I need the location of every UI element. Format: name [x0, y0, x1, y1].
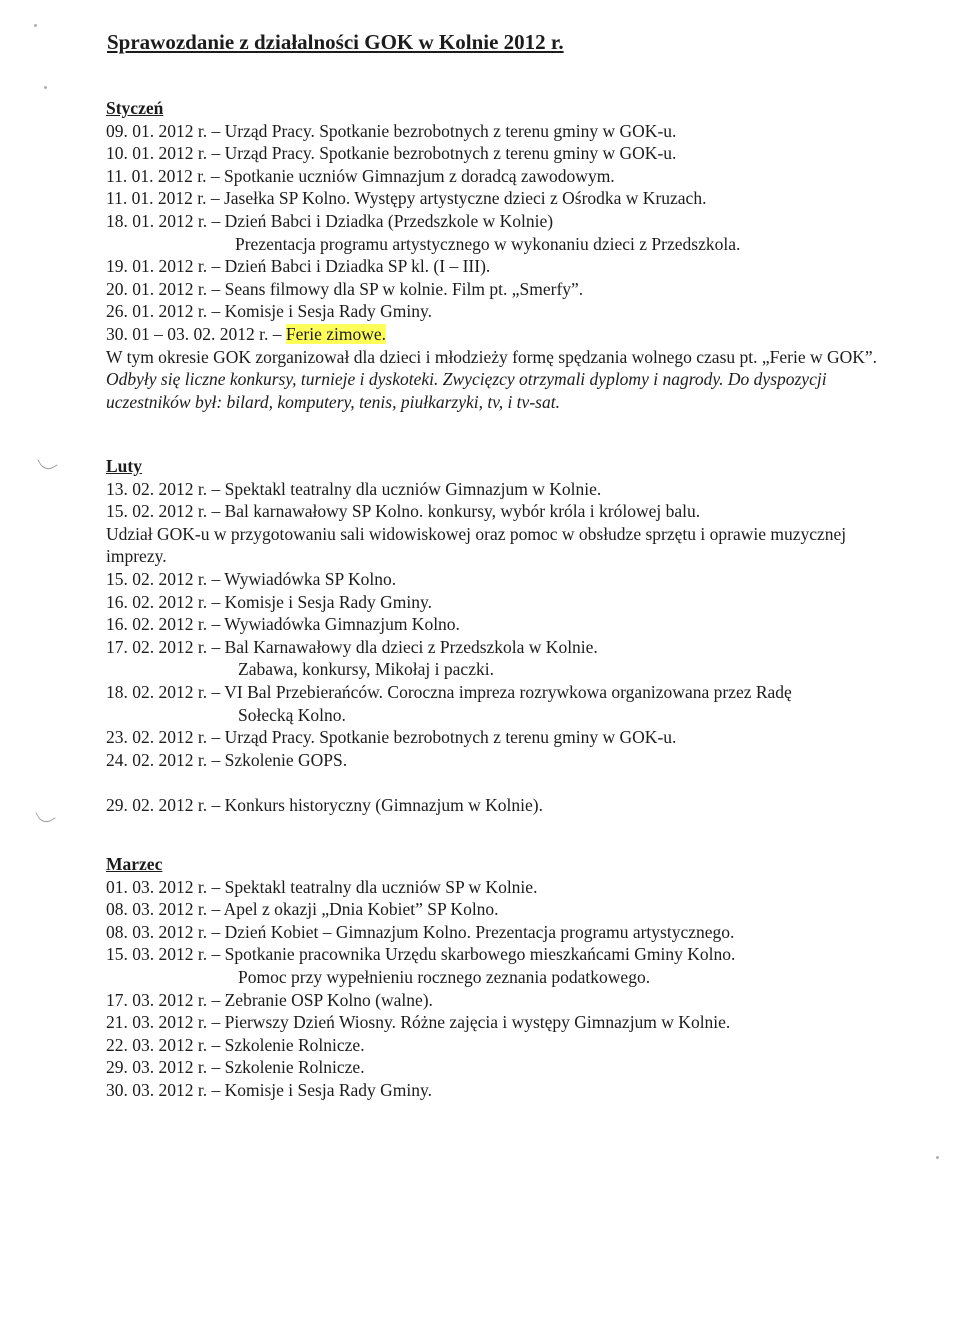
entry: 18. 01. 2012 r. – Dzień Babci i Dziadka (Przedszkole w Kolnie) [106, 210, 554, 231]
summary-text: W tym okresie GOK zorganizował dla dzieci i młodzieży formę spędzania wolnego czasu pt. „Ferie w GOK”. [106, 346, 878, 367]
scan-speck [34, 24, 37, 27]
entry: 24. 02. 2012 r. – Szkolenie GOPS. [106, 749, 348, 770]
entry: 29. 03. 2012 r. – Szkolenie Rolnicze. [106, 1057, 365, 1078]
scan-punch-mark [37, 452, 57, 472]
entry-note: Udział GOK-u w przygotowaniu sali widowiskowej oraz pomoc w obsłudze sprzętu i oprawie muzycznej imprezy. [106, 523, 847, 567]
scan-speck [44, 86, 47, 89]
month-heading-march: Marzec [106, 854, 163, 874]
month-heading-january: Styczeń [106, 98, 164, 118]
entry: 18. 02. 2012 r. – VI Bal Przebierańców. Coroczna impreza rozrywkowa organizowana przez Radę [106, 681, 792, 702]
entry: 09. 01. 2012 r. – Urząd Pracy. Spotkanie bezrobotnych z terenu gminy w GOK-u. [106, 120, 677, 141]
blank-line [106, 771, 886, 794]
entry-continuation: Pomoc przy wypełnieniu rocznego zeznania podatkowego. [238, 966, 651, 987]
section-january [106, 97, 886, 413]
entry: 16. 02. 2012 r. – Komisje i Sesja Rady Gminy. [106, 591, 433, 612]
entry: 16. 02. 2012 r. – Wywiadówka Gimnazjum Kolno. [106, 614, 460, 635]
scan-punch-mark [35, 805, 55, 825]
entry: 29. 02. 2012 r. – Konkurs historyczny (Gimnazjum w Kolnie). [106, 794, 543, 815]
month-heading-february: Luty [106, 456, 142, 476]
document-title: Sprawozdanie z działalności GOK w Kolnie 2012 r. [107, 30, 564, 54]
entry: 08. 03. 2012 r. – Apel z okazji „Dnia Kobiet” SP Kolno. [106, 899, 499, 920]
entry: 01. 03. 2012 r. – Spektakl teatralny dla uczniów SP w Kolnie. [106, 876, 538, 897]
entry: 11. 01. 2012 r. – Spotkanie uczniów Gimnazjum z doradcą zawodowym. [106, 165, 615, 186]
entry-continuation: Prezentacja programu artystycznego w wykonaniu dzieci z Przedszkola. [235, 233, 741, 254]
entry: 30. 03. 2012 r. – Komisje i Sesja Rady Gminy. [106, 1079, 433, 1100]
section-february [106, 455, 886, 817]
entry-continuation: Zabawa, konkursy, Mikołaj i paczki. [238, 659, 494, 680]
entry: 11. 01. 2012 r. – Jasełka SP Kolno. Występy artystyczne dzieci z Ośrodka w Kruzach. [106, 188, 707, 209]
highlighted-text: Ferie zimowe. [285, 323, 386, 344]
summary-italic-text: Odbyły się liczne konkursy, turnieje i dyskoteki. Zwycięzcy otrzymali dyplomy i nagrody. Do dyspozycji uczestników był: bilard, komputery, tenis, piułkarzyki, tv, i tv-sat. [106, 369, 827, 412]
entry: 17. 02. 2012 r. – Bal Karnawałowy dla dzieci z Przedszkola w Kolnie. [106, 636, 598, 657]
entry: 21. 03. 2012 r. – Pierwszy Dzień Wiosny. Różne zajęcia i występy Gimnazjum w Kolnie. [106, 1012, 731, 1033]
entry-continuation: Sołecką Kolno. [238, 704, 346, 725]
ferie-summary [106, 346, 886, 414]
entry: 15. 03. 2012 r. – Spotkanie pracownika Urzędu skarbowego mieszkańcami Gminy Kolno. [106, 944, 736, 965]
entry: 23. 02. 2012 r. – Urząd Pracy. Spotkanie bezrobotnych z terenu gminy w GOK-u. [106, 727, 677, 748]
entry: 17. 03. 2012 r. – Zebranie OSP Kolno (walne). [106, 989, 433, 1010]
entry: 15. 02. 2012 r. – Wywiadówka SP Kolno. [106, 568, 397, 589]
entry: 13. 02. 2012 r. – Spektakl teatralny dla uczniów Gimnazjum w Kolnie. [106, 478, 602, 499]
entry: 22. 03. 2012 r. – Szkolenie Rolnicze. [106, 1034, 365, 1055]
scan-speck [936, 1156, 939, 1159]
entry: 15. 02. 2012 r. – Bal karnawałowy SP Kolno. konkursy, wybór króla i królowej balu. [106, 501, 701, 522]
entry-ferie [106, 323, 886, 346]
entry: 20. 01. 2012 r. – Seans filmowy dla SP w kolnie. Film pt. „Smerfy”. [106, 278, 584, 299]
entry: 19. 01. 2012 r. – Dzień Babci i Dziadka SP kl. (I – III). [106, 256, 491, 277]
entry: 10. 01. 2012 r. – Urząd Pracy. Spotkanie bezrobotnych z terenu gminy w GOK-u. [106, 143, 677, 164]
entry: 26. 01. 2012 r. – Komisje i Sesja Rady Gminy. [106, 301, 433, 322]
section-march [106, 853, 886, 1102]
ferie-date: 30. 01 – 03. 02. 2012 r. – [106, 323, 286, 344]
entry: 08. 03. 2012 r. – Dzień Kobiet – Gimnazjum Kolno. Prezentacja programu artystycznego. [106, 921, 735, 942]
